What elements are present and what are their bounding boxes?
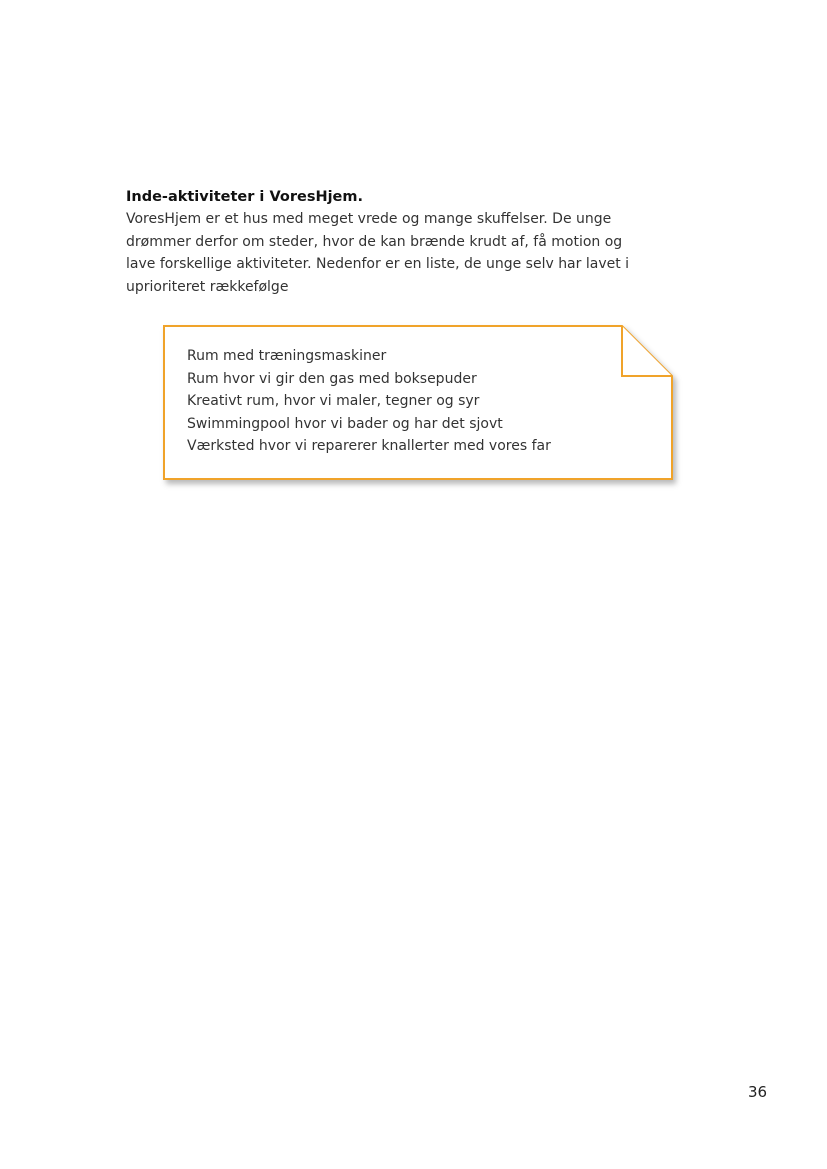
list-item: Værksted hvor vi reparerer knallerter med vores far: [187, 438, 551, 454]
intro-paragraph: [126, 208, 706, 298]
folded-corner: [622, 326, 672, 376]
page-number: 36: [748, 1083, 768, 1101]
intro-line: lave forskellige aktiviteter. Nedenfor er en liste, de unge selv har lavet i: [126, 256, 630, 272]
list-item: Rum hvor vi gir den gas med boksepuder: [187, 370, 477, 387]
activity-list: [187, 345, 551, 458]
activity-note-box: [163, 325, 673, 480]
intro-line: VoresHjem er et hus med meget vrede og mange skuffelser. De unge: [126, 211, 612, 227]
text-section: [126, 186, 706, 298]
intro-line: drømmer derfor om steder, hvor de kan brænde krudt af, få motion og: [126, 233, 623, 250]
list-item: Rum med træningsmaskiner: [187, 348, 387, 364]
intro-line: uprioriteret rækkefølge: [126, 278, 289, 295]
list-item: Swimmingpool hvor vi bader og har det sjovt: [187, 415, 503, 432]
section-heading: Inde-aktiviteter i VoresHjem.: [126, 189, 364, 205]
list-item: Kreativt rum, hvor vi maler, tegner og syr: [187, 393, 480, 409]
